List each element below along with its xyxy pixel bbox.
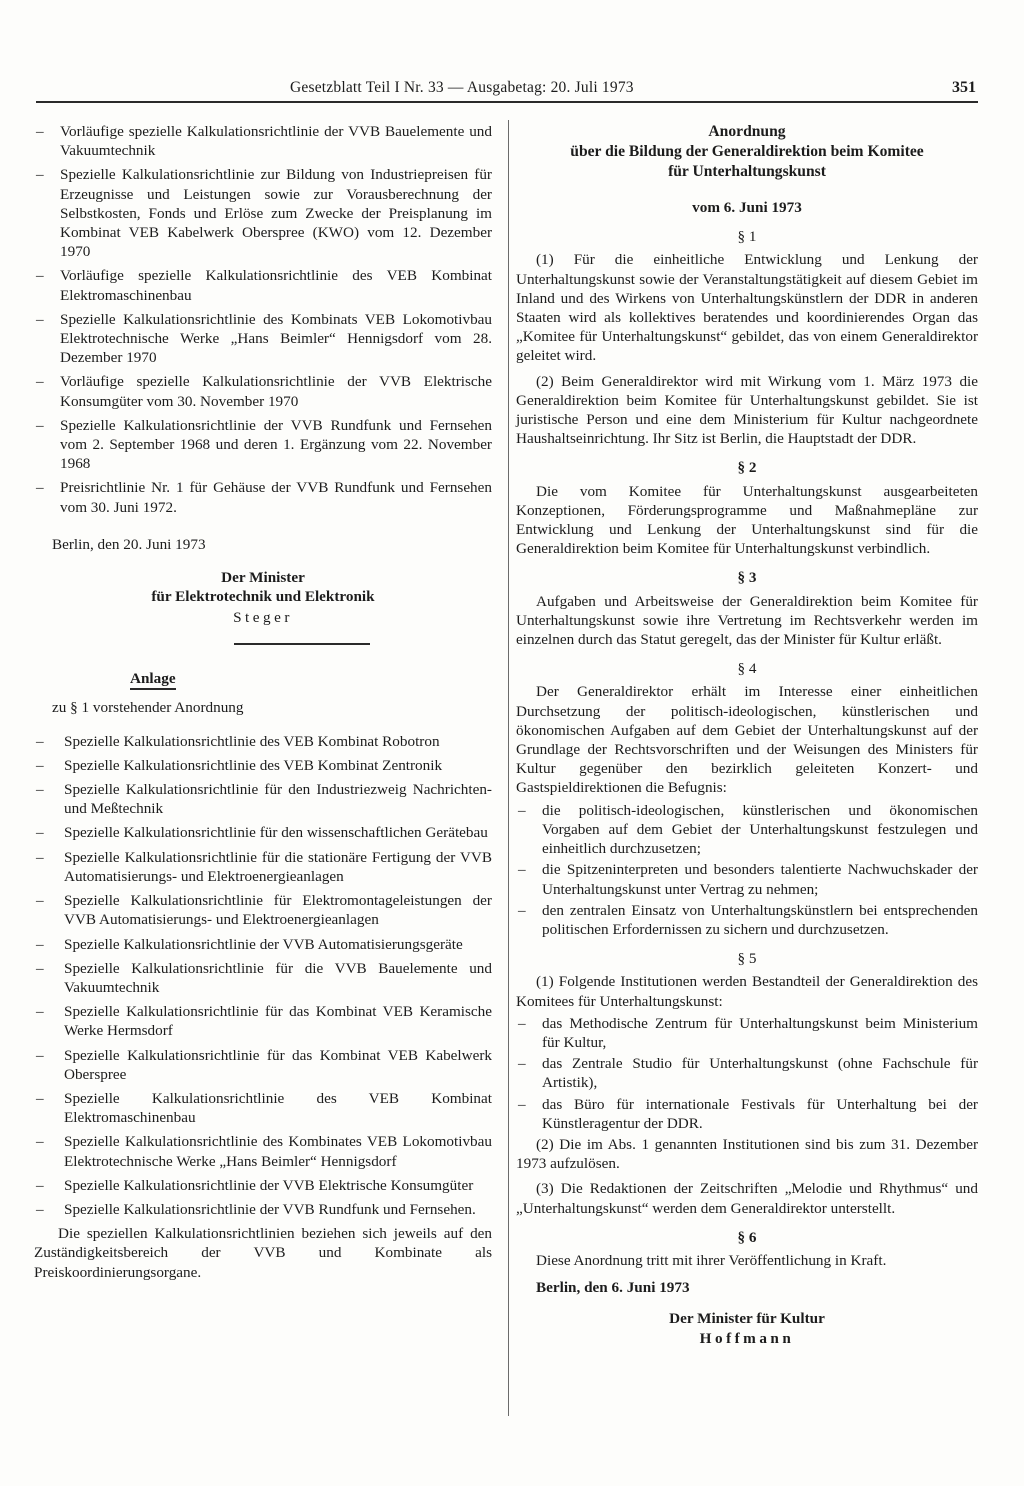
section-2-paragraph: Die vom Komitee für Unterhaltungskunst ausgearbeiteten Konzeptionen, Förderungsprogramme und Maßnahmepläne zur Entwicklung und Lenkung der Unterhaltungskunst sind für die Generaldirektion beim Komitee für Unterhaltungskunst verbindlich. [516,482,978,558]
ordinance-date: vom 6. Juni 1973 [692,199,802,216]
column-divider [508,120,509,1416]
annex-title [34,669,492,688]
section-5-paragraph-3: (3) Die Redaktionen der Zeitschriften „Melodie und Rhythmus“ und „Unterhaltungskunst“ werden dem Generaldirektor unterstellt. [516,1180,978,1217]
page-number: 351 [952,79,976,96]
signer-title: Der Minister für Kultur [669,1310,825,1328]
list-item: – Spezielle Kalkulationsrichtlinie der VVB Rundfunk und Fernsehen. [34,1200,492,1219]
list-item: – Spezielle Kalkulationsrichtlinie für die VVB Bauelemente und Vakuumtechnik [34,959,492,997]
list-item: – die Spitzeninterpreten und besonders talentierte Nachwuchskader der Unterhaltungskunst unter Vertrag zu nehmen; [516,860,978,898]
list-item: – Spezielle Kalkulationsrichtlinie der VVB Elektrische Konsumgüter [34,1176,492,1195]
section-3-paragraph: Aufgaben und Arbeitsweise der Generaldirektion beim Komitee für Unterhaltungskunst sowie ihre Vertretung im Rechtsverkehr werden im einzelnen durch das Statut geregelt, das der Minister für Kultur erläßt. [516,592,978,649]
list-item: – den zentralen Einsatz von Unterhaltungskünstlern bei entsprechenden politischen Erfordernissen zu sichern und durchzusetzen. [516,901,978,939]
annex-reference: zu § 1 vorstehender Anordnung [52,699,244,717]
section-5-list [516,1014,978,1133]
list-item: – das Methodische Zentrum für Unterhaltungskunst beim Ministerium für Kultur, [516,1014,978,1052]
list-item: – die politisch-ideologischen, künstlerischen und ökonomischen Vorgaben auf dem Gebiet der Unterhaltungskunst festzulegen und einheitlich durchzusetzen; [516,801,978,859]
ordinance-title-line-3: für Unterhaltungskunst [668,163,826,180]
signer-title [34,568,492,606]
annex-title-text: Anlage [130,670,176,690]
signer-title-line-2: für Elektrotechnik und Elektronik [151,588,375,606]
list-item: – Spezielle Kalkulationsrichtlinie des Kombinats VEB Lokomotivbau Elektrotechnische Werke „Hans Beimler“ Hennigsdorf vom 28. Dezember 1970 [34,310,492,368]
list-item: – Spezielle Kalkulationsrichtlinie des VEB Kombinat Robotron [34,732,492,751]
list-item: – Spezielle Kalkulationsrichtlinie zur Bildung von Industriepreisen für Erzeugnisse und Leistungen sowie zur Vorausberechnung der Selbstkosten, Fonds und Erlöse zum Zwecke der Preisplanung im Kombinat VEB Kabelwerk Oberspree (KWO) vom 12. Dezember 1970 [34,165,492,261]
page-header [40,78,976,102]
section-1-paragraph-1: (1) Für die einheitliche Entwicklung und Lenkung der Unterhaltungskunst sowie der Veranstaltungstätigkeit auf diesem Gebiet im Inland und des Wirkens von Unterhaltungskünstlern der DDR in anderen Staaten wird als kollektives beratendes und koordinierendes Organ das „Komitee für Unterhaltungskunst“ gebildet, das von einem Generaldirektor geleitet wird. [516,251,978,365]
header-rule [36,101,978,103]
section-1-paragraph-2: (2) Beim Generaldirektor wird mit Wirkung vom 1. März 1973 die Generaldirektion beim Komitee für Unterhaltungskunst gebildet. Sie ist juristische Person und eine dem Ministerium für Kultur nachgeordnete Haushaltseinrichtung. Ihr Sitz ist Berlin, die Hauptstadt der DDR. [516,372,978,448]
list-item: – Spezielle Kalkulationsrichtlinie für die stationäre Fertigung der VVB Automatisierungs- und Elektroenergieanlagen [34,848,492,886]
section-4-heading: § 4 [737,660,757,678]
section-5-heading: § 5 [737,950,757,968]
list-item: – das Büro für internationale Festivals für Unterhaltung bei der Künstleragentur der DDR. [516,1095,978,1133]
list-item: – Spezielle Kalkulationsrichtlinie des VEB Kombinat Zentronik [34,756,492,775]
annex-note: Die speziellen Kalkulationsrichtlinien beziehen sich jeweils auf den Zuständigkeitsbereich der VVB und Kombinate als Preiskoordinierungsorgane. [34,1225,492,1281]
ordinance-title-line-1: Anordnung [708,123,786,140]
place-date: Berlin, den 20. Juni 1973 [52,535,206,553]
ordinance-title-line-2: über die Bildung der Generaldirektion beim Komitee [570,143,924,160]
section-2-heading: § 2 [737,459,757,477]
list-item: – Spezielle Kalkulationsrichtlinie der VVB Rundfunk und Fernsehen vom 2. September 1968 und deren 1. Ergänzung vom 22. November 1968 [34,416,492,474]
list-item: – Spezielle Kalkulationsrichtlinie für Elektromontageleistungen der VVB Automatisierungs- und Elektroenergieanlagen [34,891,492,929]
section-4-list [516,801,978,939]
section-5-paragraph-1: (1) Folgende Institutionen werden Bestandteil der Generaldirektion des Komitees für Unterhaltungskunst: [516,973,978,1010]
section-6-heading: § 6 [737,1228,757,1246]
section-4-paragraph: Der Generaldirektor erhält im Interesse einer einheitlichen Durchsetzung der politisch-ideologischen, künstlerischen und ökonomischen Aufgaben auf dem Gebiet der Unterhaltungskunst auf der Grundlage der Rechtsvorschriften und der Weisungen des Ministers für Kultur gegenüber den bezirklich geleiteten Konzert- und Gastspieldirektionen die Befugnis: [516,683,978,797]
signer-title-line-1: Der Minister [221,569,305,587]
section-3-heading: § 3 [737,569,757,587]
list-item: – Vorläufige spezielle Kalkulationsrichtlinie der VVB Elektrische Konsumgüter vom 30. November 1970 [34,372,492,410]
list-item: – das Zentrale Studio für Unterhaltungskunst (ohne Fachschule für Artistik), [516,1054,978,1092]
ordinance-title [516,122,978,182]
list-item: – Spezielle Kalkulationsrichtlinie für den wissenschaftlichen Gerätebau [34,823,492,842]
list-item: – Spezielle Kalkulationsrichtlinie des Kombinates VEB Lokomotivbau Elektrotechnische Werke „Hans Beimler“ Hennigsdorf [34,1132,492,1170]
signer-name: Hoffmann [699,1329,795,1347]
signer-name: Steger [233,609,293,627]
list-item: – Preisrichtlinie Nr. 1 für Gehäuse der VVB Rundfunk und Fernsehen vom 30. Juni 1972. [34,478,492,516]
section-6-paragraph: Diese Anordnung tritt mit ihrer Veröffentlichung in Kraft. [536,1251,887,1269]
left-column [34,122,492,1282]
list-item: – Spezielle Kalkulationsrichtlinie für den Industriezweig Nachrichten- und Meßtechnik [34,780,492,818]
place-date: Berlin, den 6. Juni 1973 [536,1279,690,1297]
annex-list [34,732,492,1219]
section-1-heading: § 1 [737,228,757,246]
signature-rule [234,643,370,645]
right-column [516,122,978,1348]
list-item: – Spezielle Kalkulationsrichtlinie der VVB Automatisierungsgeräte [34,935,492,954]
section-5-paragraph-2: (2) Die im Abs. 1 genannten Institutionen sind bis zum 31. Dezember 1973 aufzulösen. [516,1135,978,1173]
list-item: – Spezielle Kalkulationsrichtlinie des VEB Kombinat Elektromaschinenbau [34,1089,492,1127]
header-title: Gesetzblatt Teil I Nr. 33 — Ausgabetag: 20. Juli 1973 [290,79,634,96]
regulation-list [34,122,492,517]
list-item: – Spezielle Kalkulationsrichtlinie für das Kombinat VEB Keramische Werke Hermsdorf [34,1002,492,1040]
list-item: – Spezielle Kalkulationsrichtlinie für das Kombinat VEB Kabelwerk Oberspree [34,1046,492,1084]
list-item: – Vorläufige spezielle Kalkulationsrichtlinie der VVB Bauelemente und Vakuumtechnik [34,122,492,160]
list-item: – Vorläufige spezielle Kalkulationsrichtlinie des VEB Kombinat Elektromaschinenbau [34,266,492,304]
